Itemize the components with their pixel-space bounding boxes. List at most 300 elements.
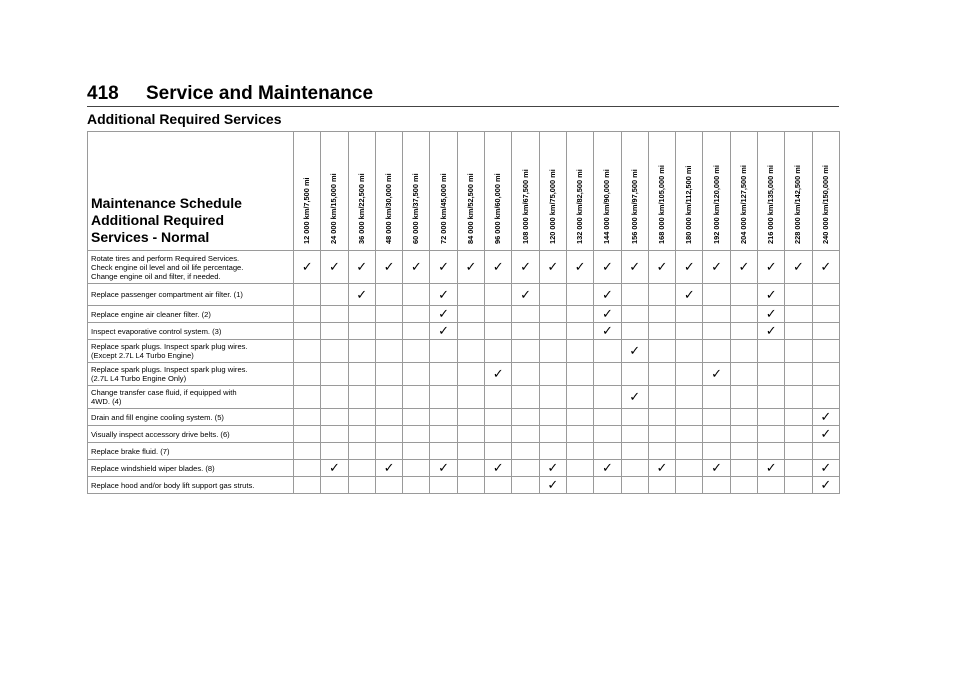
table-row [88, 306, 840, 323]
interval-cell [703, 251, 730, 284]
check-mark-icon: ✓ [601, 286, 613, 302]
interval-cell [321, 251, 348, 284]
interval-cell [594, 477, 621, 494]
interval-label: 240 000 km/150,000 mi [820, 165, 830, 244]
check-mark-icon: ✓ [711, 259, 723, 274]
interval-cell [485, 340, 512, 363]
interval-header [375, 132, 402, 251]
interval-cell [621, 323, 648, 340]
interval-cell [430, 323, 457, 340]
interval-cell [457, 477, 484, 494]
check-mark-icon: ✓ [410, 259, 422, 274]
interval-cell [457, 306, 484, 323]
interval-cell [485, 323, 512, 340]
interval-cell [812, 409, 839, 426]
interval-cell [294, 426, 321, 443]
interval-cell [676, 477, 703, 494]
table-row [88, 409, 840, 426]
check-mark-icon: ✓ [356, 259, 368, 274]
interval-cell [730, 443, 757, 460]
check-mark-icon: ✓ [601, 259, 613, 274]
interval-cell [566, 386, 593, 409]
service-description-line: Replace spark plugs. Inspect spark plug wires. [91, 342, 248, 351]
interval-cell [785, 284, 812, 306]
check-mark-icon: ✓ [520, 286, 531, 302]
interval-cell [676, 409, 703, 426]
interval-cell [512, 251, 539, 284]
interval-cell [485, 284, 512, 306]
interval-cell [348, 386, 375, 409]
check-mark-icon: ✓ [492, 460, 504, 475]
interval-cell [648, 460, 675, 477]
interval-cell [539, 340, 566, 363]
interval-cell [375, 426, 402, 443]
interval-cell [403, 340, 430, 363]
interval-cell [648, 477, 675, 494]
interval-cell [485, 477, 512, 494]
interval-header [348, 132, 375, 251]
check-mark-icon: ✓ [601, 323, 613, 338]
interval-cell [566, 284, 593, 306]
interval-cell [676, 443, 703, 460]
section-title: Additional Required Services [87, 111, 282, 127]
interval-cell [648, 363, 675, 386]
interval-cell [758, 323, 785, 340]
interval-header [785, 132, 812, 251]
interval-cell [621, 460, 648, 477]
check-mark-icon: ✓ [438, 460, 450, 475]
interval-cell [430, 363, 457, 386]
table-row [88, 284, 840, 306]
interval-cell [703, 443, 730, 460]
table-corner-title [88, 132, 294, 251]
interval-cell [512, 460, 539, 477]
interval-cell [676, 323, 703, 340]
service-description-line: Visually inspect accessory drive belts. (6) [91, 429, 230, 439]
interval-cell [348, 363, 375, 386]
table-body [88, 251, 840, 494]
interval-cell [321, 460, 348, 477]
interval-cell [375, 477, 402, 494]
interval-cell [294, 363, 321, 386]
interval-cell [785, 386, 812, 409]
interval-cell [430, 386, 457, 409]
interval-cell [321, 363, 348, 386]
interval-cell [812, 306, 839, 323]
interval-cell [403, 284, 430, 306]
service-description-line: (2.7L L4 Turbo Engine Only) [91, 374, 187, 383]
service-description-line: Inspect evaporative control system. (3) [91, 326, 222, 336]
interval-cell [348, 426, 375, 443]
interval-cell [703, 323, 730, 340]
interval-cell [730, 426, 757, 443]
check-mark-icon: ✓ [465, 259, 477, 274]
interval-cell [321, 477, 348, 494]
service-description-line: Check engine oil level and oil life percentage. [91, 262, 244, 272]
interval-label: 48 000 km/30,000 mi [384, 173, 394, 244]
interval-cell [566, 340, 593, 363]
interval-cell [676, 460, 703, 477]
interval-cell [539, 306, 566, 323]
interval-header [321, 132, 348, 251]
interval-cell [785, 460, 812, 477]
service-description-line: Replace hood and/or body lift support gas struts. [91, 480, 255, 490]
interval-cell [648, 323, 675, 340]
table-row [88, 477, 840, 494]
service-description-line: Replace brake fluid. (7) [91, 446, 170, 456]
interval-cell [512, 306, 539, 323]
interval-label: 72 000 km/45,000 mi [438, 173, 448, 244]
interval-cell [648, 409, 675, 426]
interval-label: 24 000 km/15,000 mi [329, 173, 339, 244]
interval-cell [594, 363, 621, 386]
interval-cell [648, 251, 675, 284]
interval-cell [485, 363, 512, 386]
interval-label: 228 000 km/142,500 mi [793, 165, 803, 244]
interval-cell [758, 443, 785, 460]
interval-cell [566, 323, 593, 340]
check-mark-icon: ✓ [820, 426, 832, 441]
interval-cell [430, 251, 457, 284]
interval-cell [566, 426, 593, 443]
interval-cell [348, 284, 375, 306]
service-description-line: Replace windshield wiper blades. (8) [91, 463, 215, 473]
interval-cell [812, 477, 839, 494]
interval-cell [812, 460, 839, 477]
interval-cell [294, 477, 321, 494]
interval-cell [539, 284, 566, 306]
check-mark-icon: ✓ [356, 286, 368, 302]
corner-title-line: Maintenance Schedule [91, 195, 242, 211]
interval-cell [812, 284, 839, 306]
interval-cell [321, 306, 348, 323]
check-mark-icon: ✓ [601, 460, 613, 475]
interval-cell [758, 477, 785, 494]
interval-cell [730, 477, 757, 494]
interval-cell [512, 284, 539, 306]
corner-title-line: Services - Normal [91, 229, 210, 245]
check-mark-icon: ✓ [656, 259, 668, 274]
check-mark-icon: ✓ [547, 477, 559, 492]
interval-label: 180 000 km/112,500 mi [684, 165, 694, 244]
interval-header [539, 132, 566, 251]
interval-cell [676, 340, 703, 363]
service-description [88, 426, 294, 443]
interval-cell [430, 426, 457, 443]
interval-cell [403, 363, 430, 386]
check-mark-icon: ✓ [683, 286, 695, 302]
interval-cell [539, 323, 566, 340]
interval-cell [758, 386, 785, 409]
interval-header [403, 132, 430, 251]
interval-cell [485, 460, 512, 477]
interval-cell [703, 426, 730, 443]
interval-label: 96 000 km/60,000 mi [493, 173, 503, 244]
service-description [88, 409, 294, 426]
page-number: 418 [87, 83, 119, 104]
interval-cell [375, 251, 402, 284]
interval-cell [812, 340, 839, 363]
interval-cell [594, 409, 621, 426]
interval-cell [457, 323, 484, 340]
interval-cell [348, 443, 375, 460]
interval-header [676, 132, 703, 251]
interval-cell [430, 477, 457, 494]
interval-cell [566, 460, 593, 477]
interval-cell [676, 363, 703, 386]
check-mark-icon: ✓ [383, 259, 395, 274]
check-mark-icon: ✓ [820, 460, 832, 475]
interval-cell [648, 340, 675, 363]
interval-cell [566, 409, 593, 426]
table-row [88, 426, 840, 443]
interval-cell [812, 363, 839, 386]
interval-cell [403, 251, 430, 284]
check-mark-icon: ✓ [629, 259, 641, 274]
interval-cell [375, 323, 402, 340]
interval-header [812, 132, 839, 251]
check-mark-icon: ✓ [765, 259, 777, 274]
service-description [88, 323, 294, 340]
interval-cell [512, 409, 539, 426]
interval-cell [812, 386, 839, 409]
interval-cell [403, 477, 430, 494]
interval-cell [676, 386, 703, 409]
interval-cell [730, 340, 757, 363]
interval-header [566, 132, 593, 251]
header-row [88, 132, 840, 251]
service-description [88, 460, 294, 477]
interval-cell [785, 323, 812, 340]
interval-cell [294, 251, 321, 284]
interval-cell [621, 386, 648, 409]
service-description-line: Change engine oil and filter, if needed. [91, 271, 221, 281]
interval-cell [539, 386, 566, 409]
interval-cell [566, 443, 593, 460]
interval-cell [621, 251, 648, 284]
interval-cell [375, 386, 402, 409]
interval-cell [348, 251, 375, 284]
service-description-line: Change transfer case fluid, if equipped with [91, 388, 237, 397]
interval-cell [403, 426, 430, 443]
interval-cell [594, 251, 621, 284]
interval-cell [703, 409, 730, 426]
check-mark-icon: ✓ [328, 460, 340, 475]
interval-header [512, 132, 539, 251]
table-row [88, 386, 840, 409]
interval-cell [430, 340, 457, 363]
interval-cell [539, 251, 566, 284]
service-description-line: Drain and fill engine cooling system. (5) [91, 412, 224, 422]
interval-cell [758, 460, 785, 477]
interval-label: 204 000 km/127,500 mi [738, 165, 748, 244]
interval-label: 84 000 km/52,500 mi [465, 173, 475, 244]
interval-cell [348, 477, 375, 494]
interval-cell [703, 460, 730, 477]
table-row [88, 323, 840, 340]
interval-header [758, 132, 785, 251]
interval-cell [539, 363, 566, 386]
service-description [88, 251, 294, 284]
interval-cell [294, 306, 321, 323]
interval-cell [758, 284, 785, 306]
interval-cell [812, 251, 839, 284]
interval-cell [621, 284, 648, 306]
interval-cell [321, 340, 348, 363]
interval-cell [758, 251, 785, 284]
interval-cell [512, 443, 539, 460]
interval-label: 108 000 km/67,500 mi [520, 169, 530, 244]
interval-cell [512, 340, 539, 363]
interval-cell [730, 306, 757, 323]
service-description-line: (Except 2.7L L4 Turbo Engine) [91, 351, 194, 360]
interval-cell [539, 409, 566, 426]
interval-cell [348, 460, 375, 477]
table-row [88, 340, 840, 363]
interval-cell [348, 323, 375, 340]
service-description [88, 386, 294, 409]
interval-label: 168 000 km/105,000 mi [657, 165, 666, 244]
check-mark-icon: ✓ [438, 286, 450, 302]
check-mark-icon: ✓ [765, 323, 777, 338]
check-mark-icon: ✓ [711, 366, 723, 381]
interval-cell [566, 251, 593, 284]
interval-cell [594, 426, 621, 443]
interval-cell [539, 460, 566, 477]
interval-cell [703, 284, 730, 306]
interval-label: 144 000 km/90,000 mi [602, 169, 612, 244]
interval-cell [512, 363, 539, 386]
interval-cell [648, 443, 675, 460]
interval-cell [294, 443, 321, 460]
interval-cell [566, 477, 593, 494]
interval-cell [348, 306, 375, 323]
interval-cell [621, 363, 648, 386]
interval-cell [430, 443, 457, 460]
interval-cell [457, 426, 484, 443]
interval-cell [676, 306, 703, 323]
interval-cell [539, 477, 566, 494]
interval-cell [375, 409, 402, 426]
interval-header [730, 132, 757, 251]
check-mark-icon: ✓ [601, 306, 613, 321]
interval-cell [457, 251, 484, 284]
interval-cell [430, 306, 457, 323]
interval-cell [375, 460, 402, 477]
interval-cell [703, 306, 730, 323]
interval-cell [403, 409, 430, 426]
interval-cell [430, 460, 457, 477]
interval-cell [375, 340, 402, 363]
service-description [88, 477, 294, 494]
interval-cell [785, 340, 812, 363]
interval-cell [648, 386, 675, 409]
interval-cell [566, 306, 593, 323]
interval-cell [457, 409, 484, 426]
service-description-line: 4WD. (4) [91, 397, 122, 406]
interval-cell [485, 386, 512, 409]
interval-header [703, 132, 730, 251]
interval-cell [403, 386, 430, 409]
interval-cell [294, 323, 321, 340]
interval-cell [512, 426, 539, 443]
interval-cell [457, 460, 484, 477]
interval-cell [430, 284, 457, 306]
service-description-line: Rotate tires and perform Required Services. [91, 253, 240, 263]
service-description [88, 443, 294, 460]
interval-label: 120 000 km/75,000 mi [547, 169, 557, 244]
interval-cell [348, 340, 375, 363]
interval-cell [294, 409, 321, 426]
check-mark-icon: ✓ [711, 460, 723, 475]
interval-cell [676, 426, 703, 443]
interval-cell [703, 340, 730, 363]
interval-cell [785, 306, 812, 323]
interval-cell [730, 460, 757, 477]
interval-cell [621, 340, 648, 363]
interval-cell [512, 386, 539, 409]
check-mark-icon: ✓ [383, 460, 395, 475]
interval-cell [539, 426, 566, 443]
interval-cell [457, 443, 484, 460]
interval-label: 36 000 km/22,500 mi [356, 173, 366, 244]
interval-cell [403, 323, 430, 340]
interval-header [621, 132, 648, 251]
interval-cell [812, 426, 839, 443]
interval-cell [703, 363, 730, 386]
interval-cell [730, 363, 757, 386]
interval-cell [730, 386, 757, 409]
interval-cell [321, 386, 348, 409]
check-mark-icon: ✓ [547, 259, 559, 274]
interval-cell [566, 363, 593, 386]
interval-cell [375, 284, 402, 306]
interval-cell [485, 409, 512, 426]
interval-cell [785, 363, 812, 386]
interval-cell [785, 426, 812, 443]
maintenance-schedule-table [87, 131, 840, 494]
service-description [88, 363, 294, 386]
interval-cell [730, 409, 757, 426]
interval-header [594, 132, 621, 251]
interval-cell [785, 443, 812, 460]
interval-cell [375, 443, 402, 460]
interval-header [485, 132, 512, 251]
interval-cell [703, 386, 730, 409]
interval-cell [594, 386, 621, 409]
interval-label: 12 000 km/7,500 mi [302, 177, 312, 244]
interval-cell [375, 306, 402, 323]
interval-cell [730, 251, 757, 284]
page-header [87, 82, 839, 107]
interval-cell [512, 323, 539, 340]
interval-cell [485, 426, 512, 443]
check-mark-icon: ✓ [492, 259, 504, 274]
interval-cell [512, 477, 539, 494]
interval-cell [621, 477, 648, 494]
check-mark-icon: ✓ [683, 259, 695, 274]
check-mark-icon: ✓ [520, 259, 531, 274]
interval-cell [785, 251, 812, 284]
interval-cell [485, 306, 512, 323]
interval-cell [703, 477, 730, 494]
interval-cell [457, 386, 484, 409]
check-mark-icon: ✓ [629, 343, 641, 358]
interval-cell [321, 409, 348, 426]
interval-cell [758, 409, 785, 426]
interval-cell [785, 409, 812, 426]
interval-cell [812, 443, 839, 460]
